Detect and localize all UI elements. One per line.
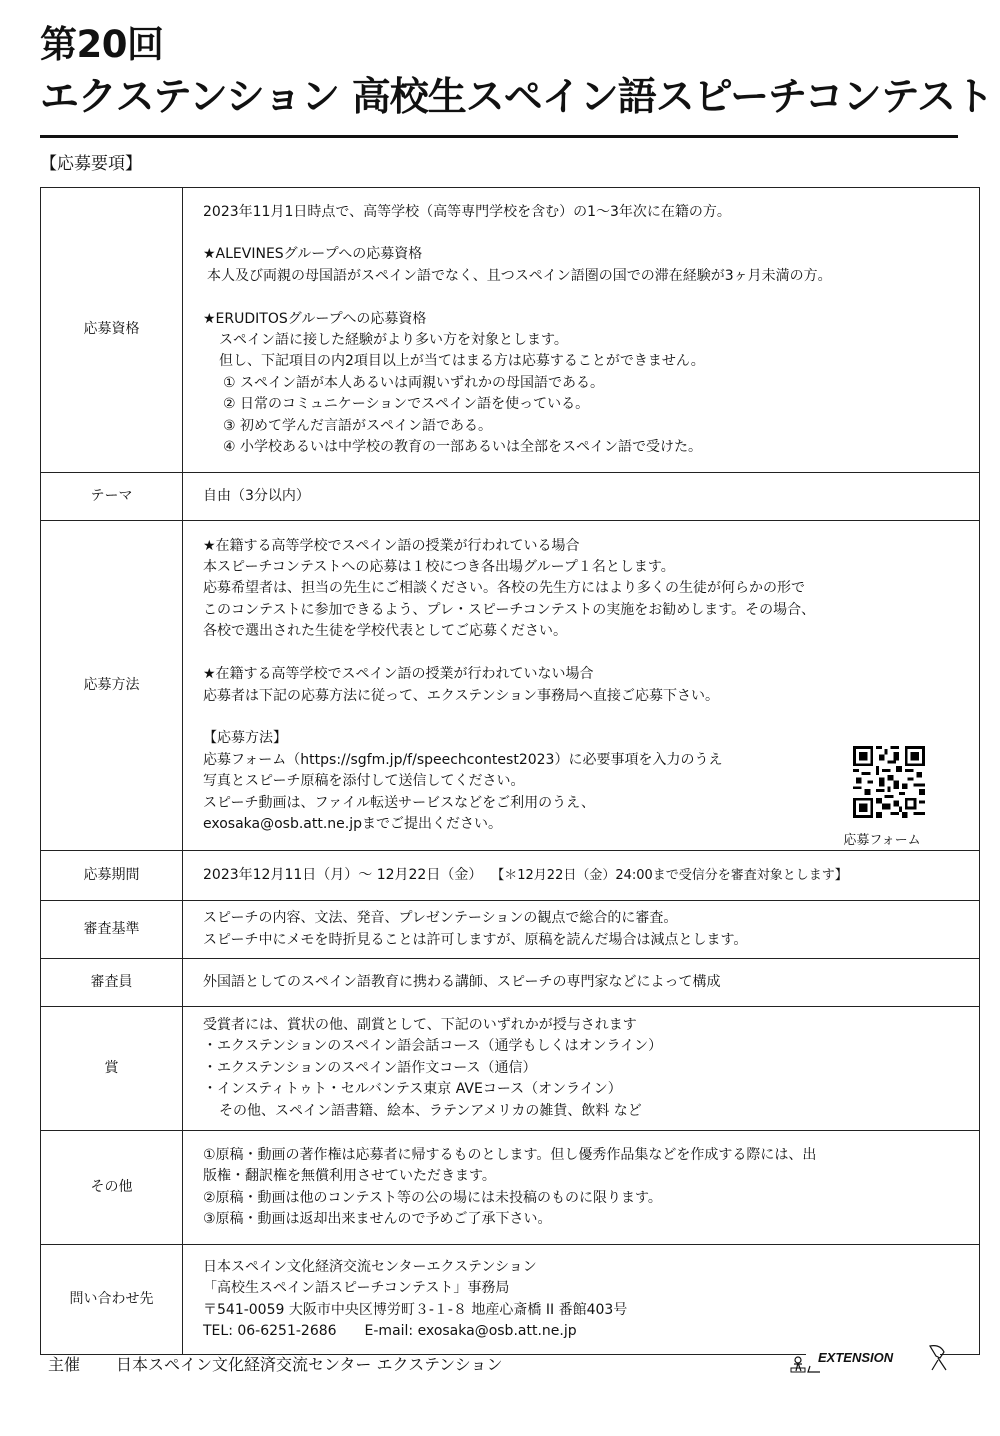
eligibility-line: スペイン語に接した経験がより多い方を対象とします。 (219, 331, 568, 348)
prize-line: ・エクステンションのスペイン語作文コース（通信） (203, 1059, 537, 1076)
content-criteria (183, 901, 980, 959)
eligibility-line: ④ 小学校あるいは中学校の教育の一部あるいは全部をスペイン語で受けた。 (223, 439, 702, 456)
spacer (203, 287, 967, 308)
period-text: 2023年12月11日（月）〜 12月22日（金） (203, 866, 483, 883)
spacer (203, 707, 967, 728)
eligibility-line: 但し、下記項目の内2項目以上が当てはまる方は応募することができません。 (219, 353, 705, 370)
judges-text: 外国語としてのスペイン語教育に携わる講師、スピーチの専門家などによって構成 (203, 973, 721, 990)
method-line: 写真とスピーチ原稿を添付して送信してください。 (203, 773, 525, 790)
contest-title: エクステンション 高校生スペイン語スピーチコンテスト (40, 75, 994, 120)
row-judges (41, 959, 980, 1007)
row-method (41, 521, 980, 851)
other-line: 版権・翻訳権を無償利用させていただきます。 (203, 1168, 496, 1185)
eligibility-line: ① スペイン語が本人あるいは両親いずれかの母国語である。 (223, 374, 604, 391)
spacer (203, 643, 967, 664)
other-line: ③原稿・動画は返却出来ませんので予めご了承下さい。 (203, 1210, 552, 1227)
label-other: その他 (41, 1131, 183, 1245)
method-line: ★在籍する高等学校でスペイン語の授業が行われている場合 (203, 537, 580, 554)
criteria-line: スピーチ中にメモを時折見ることは許可しますが、原稿を読んだ場合は減点とします。 (203, 931, 748, 948)
row-other (41, 1131, 980, 1245)
other-line: ②原稿・動画は他のコンテスト等の公の場には未投稿のものに限ります。 (203, 1189, 662, 1206)
prize-line: 受賞者には、賞状の他、副賞として、下記のいずれかが授与されます (203, 1016, 637, 1033)
contact-line: 日本スペイン文化経済交流センターエクステンション (203, 1258, 537, 1275)
eligibility-line: ★ERUDITOSグループへの応募資格 (203, 310, 427, 327)
row-theme (41, 473, 980, 521)
content-eligibility (183, 188, 980, 473)
label-eligibility: 応募資格 (41, 188, 183, 473)
organizer-name: 日本スペイン文化経済交流センター エクステンション (116, 1355, 503, 1374)
method-line: ★在籍する高等学校でスペイン語の授業が行われていない場合 (203, 666, 594, 683)
eligibility-line: ③ 初めて学んだ言語がスペイン語である。 (223, 417, 492, 434)
row-criteria (41, 901, 980, 959)
content-theme (183, 473, 980, 521)
prize-line: ・インスティトゥト・セルバンテス東京 AVEコース（オンライン） (203, 1081, 622, 1098)
label-method: 応募方法 (41, 521, 183, 851)
label-judges: 審査員 (41, 959, 183, 1007)
contact-line: TEL: 06-6251-2686 E-mail: exosaka@osb.att.ne.jp (203, 1322, 577, 1339)
content-prize (183, 1007, 980, 1131)
label-contact: 問い合わせ先 (41, 1245, 183, 1355)
content-contact (183, 1245, 980, 1355)
label-theme: テーマ (41, 473, 183, 521)
contest-edition: 第20回 (40, 23, 164, 66)
method-line: 【応募方法】 (203, 730, 287, 747)
period-note: 【＊12月22日（金）24:00まで受信分を審査対象とします】 (491, 867, 848, 883)
method-line: 本スピーチコンテストへの応募は１校につき各出場グループ１名とします。 (203, 559, 675, 576)
label-prize: 賞 (41, 1007, 183, 1131)
guidelines-table (40, 187, 980, 1355)
qr-code-block[interactable] (843, 746, 929, 851)
eligibility-line: 本人及び両親の母国語がスペイン語でなく、且つスペイン語圏の国での滞在経験が3ヶ月未満の方。 (207, 267, 832, 284)
spacer (203, 223, 967, 244)
row-contact (41, 1245, 980, 1355)
method-line: exosaka@osb.att.ne.jpまでご提出ください。 (203, 815, 503, 832)
eligibility-line: ② 日常のコミュニケーションでスペイン語を使っている。 (223, 396, 590, 413)
content-period (183, 851, 980, 901)
content-method (183, 521, 980, 851)
eligibility-line: 2023年11月1日時点で、高等学校（高等専門学校を含む）の1〜3年次に在籍の方。 (203, 203, 731, 220)
page-header (40, 22, 994, 128)
theme-text: 自由（3分以内） (203, 487, 310, 504)
label-period: 応募期間 (41, 851, 183, 901)
prize-line: その他、スペイン語書籍、絵本、ラテンアメリカの雑貨、飲料 など (219, 1102, 642, 1119)
contact-line: 〒541-0059 大阪市中央区博労町３-１-８ 地産心斎橋 II 番館403号 (203, 1301, 628, 1318)
eligibility-line: ★ALEVINESグループへの応募資格 (203, 246, 423, 263)
row-prize (41, 1007, 980, 1131)
organizer-footer (48, 1354, 502, 1376)
content-judges (183, 959, 980, 1007)
label-criteria: 審査基準 (41, 901, 183, 959)
logo-text: EXTENSION (818, 1350, 894, 1365)
content-other (183, 1131, 980, 1245)
row-period (41, 851, 980, 901)
extension-logo-icon (790, 1342, 950, 1374)
method-line: 各校で選出された生徒を学校代表としてご応募ください。 (203, 623, 567, 640)
method-line: 応募フォーム（https://sgfm.jp/f/speechcontest2023）に必要事項を入力のうえ (203, 751, 723, 768)
prize-line: ・エクステンションのスペイン語会話コース（通学もしくはオンライン） (203, 1038, 663, 1055)
method-line: スピーチ動画は、ファイル転送サービスなどをご利用のうえ、 (203, 794, 595, 811)
qr-code-icon[interactable] (853, 746, 925, 818)
row-eligibility (41, 188, 980, 473)
qr-caption: 応募フォーム (843, 832, 921, 848)
section-label: 【応募要項】 (40, 154, 142, 174)
contact-line: 「高校生スペイン語スピーチコンテスト」事務局 (203, 1280, 510, 1297)
criteria-line: スピーチの内容、文法、発音、プレゼンテーションの観点で総合的に審査。 (203, 910, 678, 927)
method-line: このコンテストに参加できるよう、プレ・スピーチコンテストの実施をお勧めします。その場合、 (203, 601, 816, 618)
organizer-label: 主催 (48, 1355, 81, 1374)
other-line: ①原稿・動画の著作権は応募者に帰するものとします。但し優秀作品集などを作成する際には、出 (203, 1146, 817, 1163)
method-line: 応募者は下記の応募方法に従って、エクステンション事務局へ直接ご応募下さい。 (203, 687, 719, 704)
title-rule (40, 135, 958, 138)
method-line: 応募希望者は、担当の先生にご相談ください。各校の先生方にはより多くの生徒が何らかの形で (203, 580, 805, 597)
period-line (203, 865, 967, 886)
